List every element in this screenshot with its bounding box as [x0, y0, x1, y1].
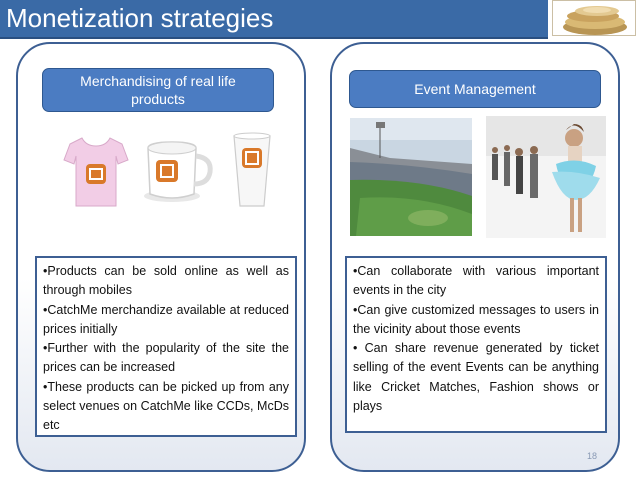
event-management-heading: Event Management — [349, 70, 601, 108]
stadium-image — [350, 118, 472, 236]
fashion-show-image — [486, 116, 606, 238]
merchandising-points — [35, 256, 297, 437]
tshirt-image — [62, 134, 130, 210]
event-point-1: •Can collaborate with various important events in the city — [353, 264, 599, 298]
merchandising-heading: Merchandising of real life products — [42, 68, 274, 112]
event-management-points — [345, 256, 607, 433]
glass-image — [230, 132, 274, 210]
event-point-3: • Can share revenue generated by ticket selling of the event Events can be anything like Cricket Matches, Fashion shows or plays — [353, 341, 599, 414]
coins-image — [552, 0, 636, 36]
stadium-icon — [350, 118, 472, 236]
event-management-panel — [330, 42, 620, 472]
slide-title: Monetization strategies — [6, 3, 274, 33]
merch-point-2: •CatchMe merchandize available at reduced prices initially — [43, 302, 289, 336]
merch-point-4: •These products can be picked up from any select venues on CatchMe like CCDs, McDs etc — [43, 379, 289, 433]
tshirt-icon — [62, 134, 130, 210]
mug-image — [140, 136, 216, 206]
page-number: 18 — [587, 451, 598, 461]
mug-icon — [140, 136, 216, 206]
title-bar — [0, 0, 548, 39]
event-point-2: •Can give customized messages to users in the vicinity about those events — [353, 302, 599, 336]
coins-icon — [553, 1, 636, 36]
merch-point-1: •Products can be sold online as well as through mobiles — [43, 264, 289, 298]
glass-icon — [230, 132, 274, 210]
fashion-show-icon — [486, 116, 606, 238]
merch-point-3: •Further with the popularity of the site the prices can be increased — [43, 341, 289, 375]
merchandising-panel — [16, 42, 306, 472]
